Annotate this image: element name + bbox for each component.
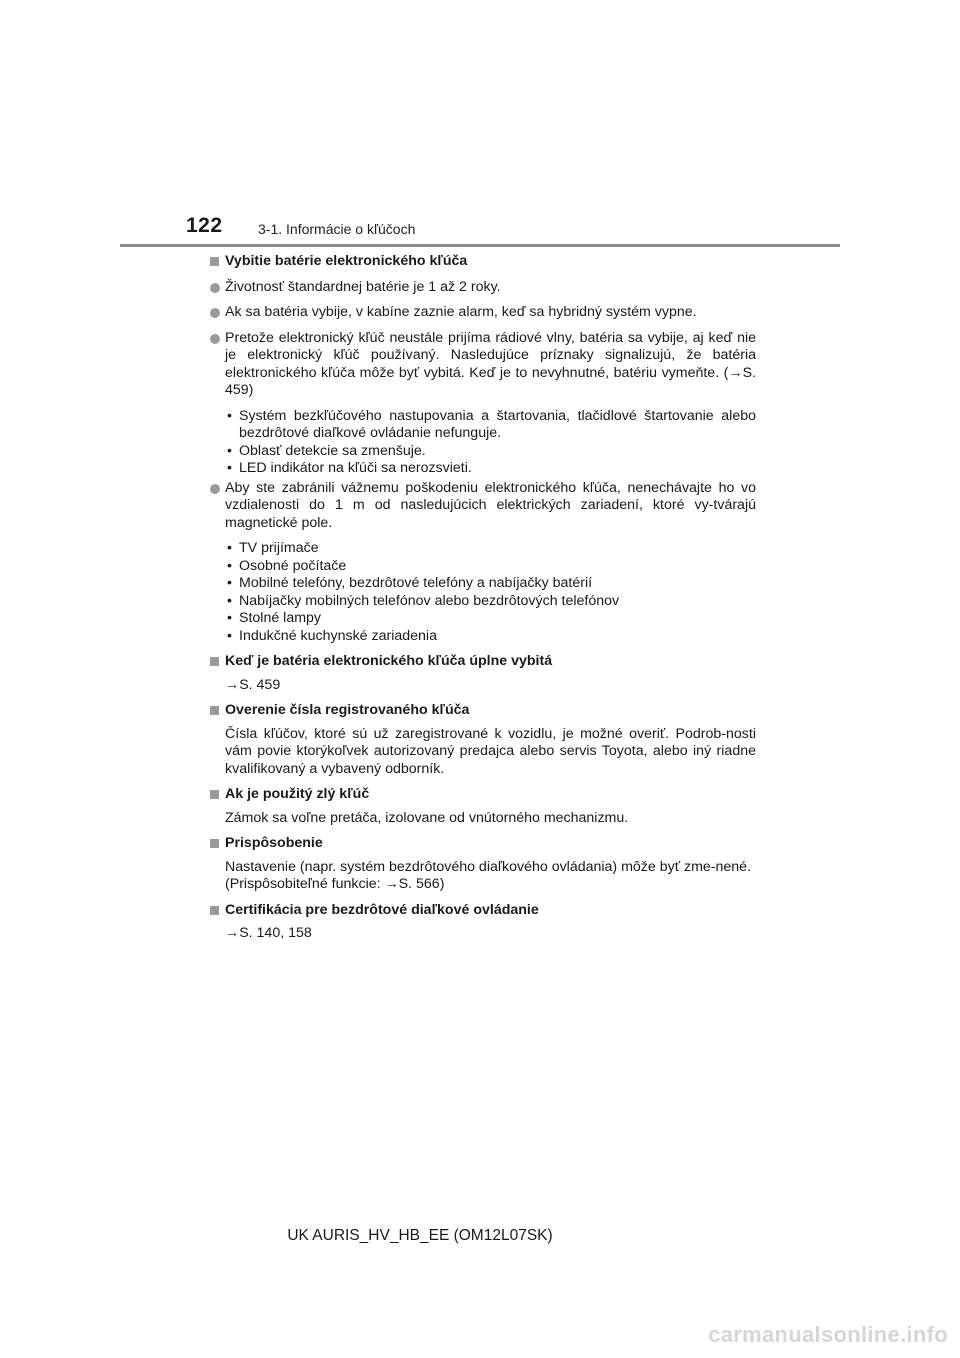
- paragraph: Nastavenie (napr. systém bezdrôtového diaľkového ovládania) môže byť zme-nené.: [225, 858, 752, 875]
- page-content: [210, 253, 756, 943]
- section-heading: [210, 702, 756, 720]
- sub-list-item: [227, 610, 756, 628]
- small-dot-icon: •: [227, 575, 232, 591]
- heading-text: Overenie čísla registrovaného kľúča: [225, 702, 470, 718]
- sub-item-text: Indukčné kuchynské zariadenia: [239, 627, 437, 644]
- paragraph: Čísla kľúčov, ktoré sú už zaregistrované k vozidlu, je možné overiť. Podrob-nosti vám povie ktorýkoľvek autorizovaný predajca alebo servis Toyota, alebo iný riadne kvalifikovaný a vybavený odborník.: [225, 725, 756, 777]
- small-dot-icon: •: [227, 557, 232, 574]
- sub-item-text: TV prijímače: [239, 540, 319, 556]
- bullet-text: Ak sa batéria vybije, v kabíne zaznie alarm, keď sa hybridný systém vypne.: [225, 304, 697, 320]
- heading-text: Certifikácia pre bezdrôtové diaľkové ovládanie: [225, 901, 539, 918]
- circle-bullet-icon: [210, 283, 220, 293]
- bullet-item: [210, 480, 756, 533]
- section-heading: [210, 253, 756, 271]
- square-bullet-icon: [210, 706, 219, 715]
- header-divider: [120, 244, 840, 247]
- section-heading: [210, 653, 756, 671]
- sub-list: [210, 540, 756, 645]
- bullet-text: Pretože elektronický kľúč neustále prijíma rádiové vlny, batéria sa vybije, aj keď nie je elektronický kľúč používaný. Nasledujúce príznaky signalizujú, že batéria elektronického kľúča môže byť vybitá. Keď je to nevyhnutné, batériu vymeňte. (→S. 459): [225, 329, 756, 398]
- paragraph: (Prispôsobiteľné funkcie: →S. 566): [225, 876, 445, 892]
- square-bullet-icon: [210, 257, 219, 266]
- circle-bullet-icon: [210, 334, 220, 344]
- square-bullet-icon: [210, 657, 219, 666]
- small-dot-icon: •: [227, 540, 232, 556]
- small-dot-icon: •: [227, 627, 232, 644]
- footer-model-code: UK AURIS_HV_HB_EE (OM12L07SK): [287, 1227, 553, 1244]
- circle-bullet-icon: [210, 308, 220, 318]
- sub-item-text: Mobilné telefóny, bezdrôtové telefóny a nabíjačky batérií: [239, 575, 593, 591]
- section-heading: [210, 902, 756, 920]
- page-number: 122: [186, 214, 223, 237]
- sub-list-item: [227, 575, 756, 593]
- sub-item-text: Oblasť detekcie sa zmenšuje.: [239, 442, 426, 459]
- square-bullet-icon: [210, 790, 219, 799]
- heading-text: Ak je použitý zlý kľúč: [225, 786, 370, 802]
- bullet-item: [210, 304, 756, 322]
- sub-item-text: Systém bezkľúčového nastupovania a štartovania, tlačidlové štartovanie alebo bezdrôtové diaľkové ovládanie nefunguje.: [239, 407, 756, 441]
- square-bullet-icon: [210, 839, 219, 848]
- section-heading: [210, 835, 756, 853]
- small-dot-icon: •: [227, 442, 232, 459]
- sub-item-text: Stolné lampy: [239, 610, 322, 626]
- small-dot-icon: •: [227, 610, 232, 626]
- section-title: 3-1. Informácie o kľúčoch: [258, 221, 416, 237]
- bullet-item: [210, 279, 756, 297]
- sub-list-item: [227, 408, 756, 443]
- sub-item-text: Osobné počítače: [239, 557, 347, 574]
- heading-text: Prispôsobenie: [225, 835, 323, 851]
- small-dot-icon: •: [227, 407, 232, 424]
- small-dot-icon: •: [227, 592, 232, 609]
- sub-item-text: LED indikátor na kľúči sa nerozsvieti.: [239, 460, 472, 476]
- page-reference: →S. 459: [225, 676, 281, 693]
- watermark-text: carmanualsonline.info: [708, 1322, 948, 1347]
- sub-list-item: [227, 593, 756, 611]
- sub-list-item: [227, 460, 756, 478]
- sub-list-item: [227, 558, 756, 576]
- square-bullet-icon: [210, 906, 219, 915]
- sub-list-item: [227, 628, 756, 646]
- sub-item-text: Nabíjačky mobilných telefónov alebo bezdrôtových telefónov: [239, 592, 620, 609]
- section-heading: [210, 786, 756, 804]
- circle-bullet-icon: [210, 484, 220, 494]
- bullet-text: Aby ste zabránili vážnemu poškodeniu elektronického kľúča, nenechávajte ho vo vzdialenosti do 1 m od nasledujúcich elektrických zariadení, ktoré vy-tvárajú magnetické pole.: [225, 479, 756, 531]
- sub-list-item: [227, 540, 756, 558]
- bullet-text: Životnosť štandardnej batérie je 1 až 2 roky.: [225, 278, 501, 295]
- paragraph: Zámok sa voľne pretáča, izolovane od vnútorného mechanizmu.: [225, 809, 629, 826]
- heading-text: Vybitie batérie elektronického kľúča: [225, 253, 468, 269]
- bullet-item: [210, 330, 756, 400]
- page-reference: →S. 140, 158: [225, 925, 312, 941]
- heading-text: Keď je batéria elektronického kľúča úplne vybitá: [225, 653, 553, 669]
- sub-list-item: [227, 443, 756, 461]
- small-dot-icon: •: [227, 460, 232, 476]
- sub-list: [210, 408, 756, 478]
